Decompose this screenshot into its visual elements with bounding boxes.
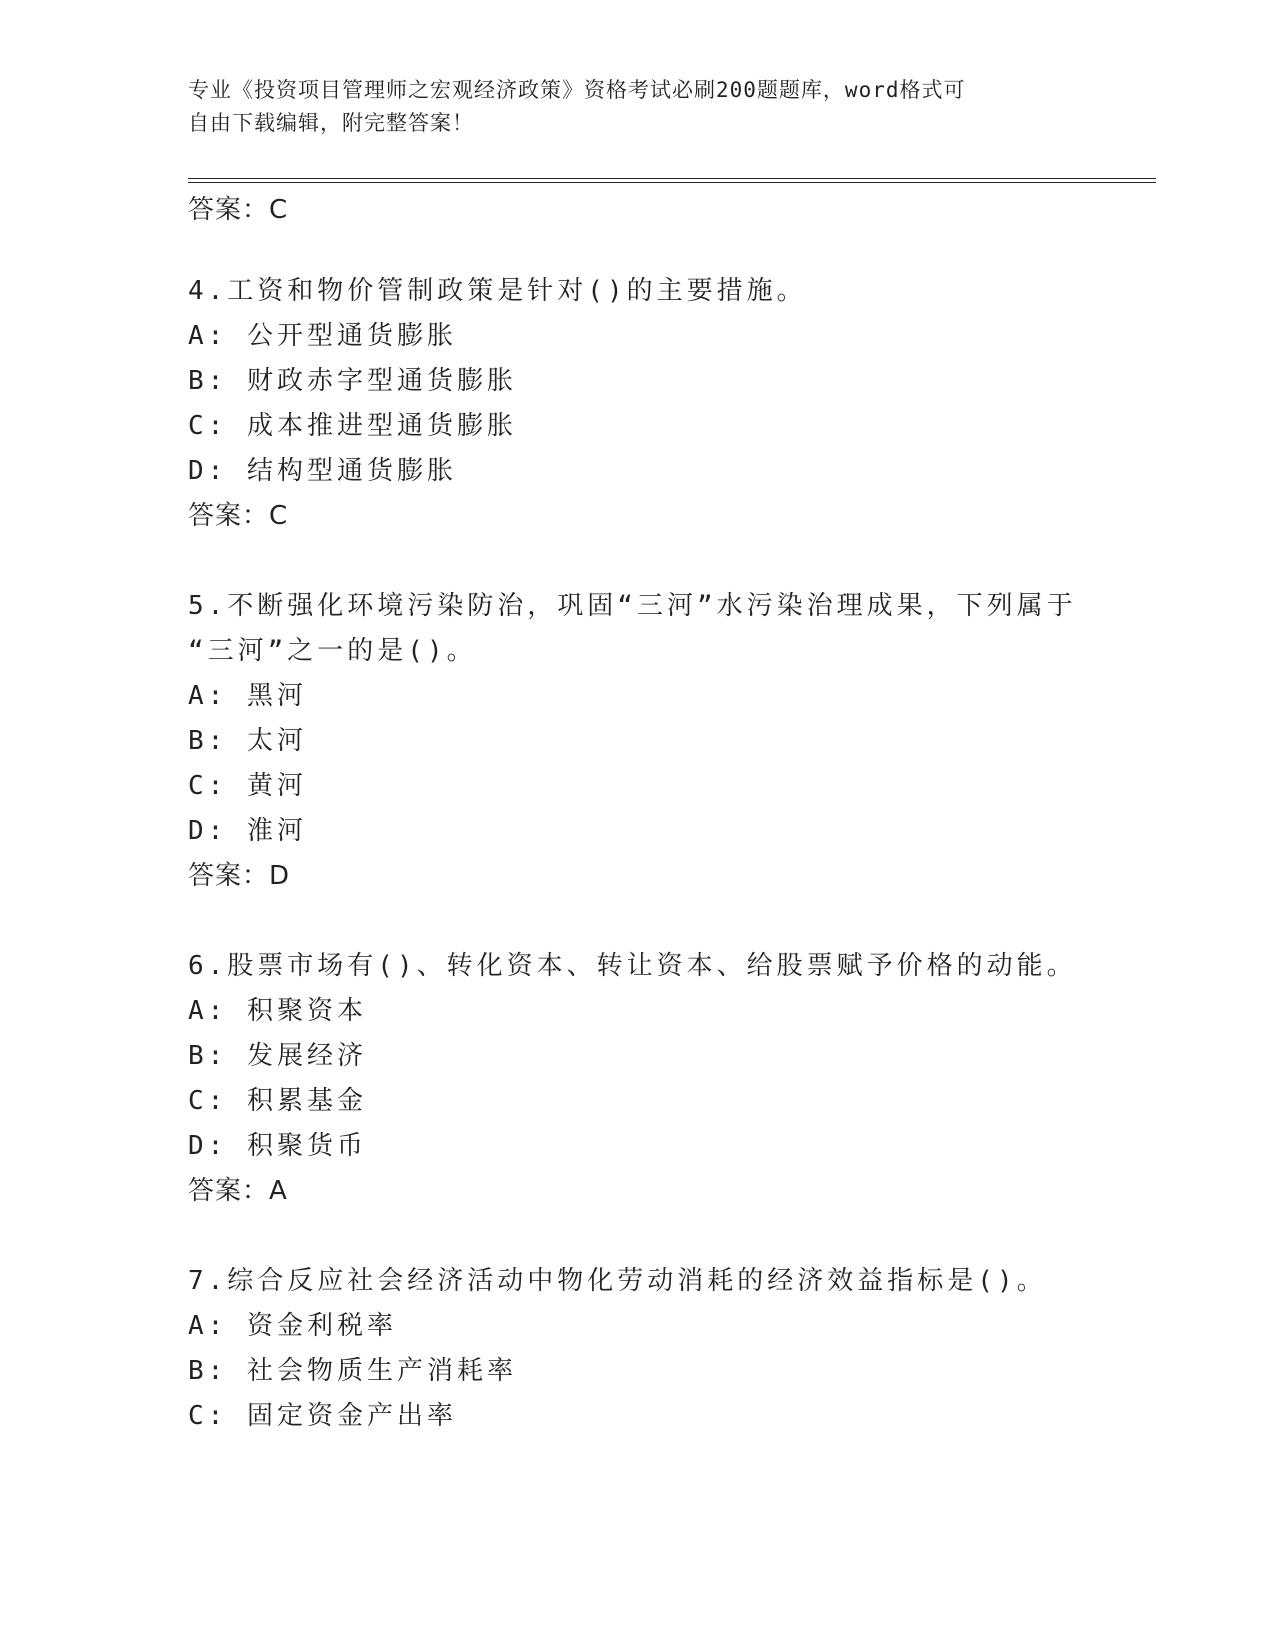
question-7-option-b: B: 社会物质生产消耗率	[188, 1356, 517, 1386]
header-line-1: 专业《投资项目管理师之宏观经济政策》资格考试必刷200题题库，word格式可	[188, 78, 966, 102]
question-4-option-c: C: 成本推进型通货膨胀	[188, 411, 517, 441]
header-divider	[188, 178, 1156, 183]
question-6-stem: 6.股票市场有()、转化资本、转让资本、给股票赋予价格的动能。	[188, 951, 1077, 981]
question-6-option-d: D: 积聚货币	[188, 1131, 367, 1161]
question-5-answer: 答案：D	[188, 861, 291, 891]
question-6-answer: 答案：A	[188, 1176, 288, 1206]
question-4-option-d: D: 结构型通货膨胀	[188, 456, 457, 486]
question-5-option-c: C: 黄河	[188, 771, 307, 801]
header-line-2: 自由下载编辑，附完整答案！	[188, 111, 474, 135]
question-4-answer: 答案：C	[188, 501, 289, 531]
question-6-option-a: A: 积聚资本	[188, 996, 367, 1026]
question-4-stem: 4.工资和物价管制政策是针对()的主要措施。	[188, 276, 807, 306]
question-5-stem-line-1: 5.不断强化环境污染防治，巩固“三河”水污染治理成果，下列属于	[188, 591, 1077, 621]
question-6-option-c: C: 积累基金	[188, 1086, 367, 1116]
question-4-option-b: B: 财政赤字型通货膨胀	[188, 366, 517, 396]
question-5-option-a: A: 黑河	[188, 681, 307, 711]
question-7-stem: 7.综合反应社会经济活动中物化劳动消耗的经济效益指标是()。	[188, 1266, 1047, 1296]
question-5-option-d: D: 淮河	[188, 816, 307, 846]
question-7-option-c: C: 固定资金产出率	[188, 1401, 457, 1431]
question-5-stem-line-2: “三河”之一的是()。	[188, 636, 477, 666]
question-7-option-a: A: 资金利税率	[188, 1311, 397, 1341]
question-6-option-b: B: 发展经济	[188, 1041, 367, 1071]
answer-prev: 答案：C	[188, 195, 289, 225]
page-header	[188, 74, 1068, 140]
question-5-option-b: B: 太河	[188, 726, 307, 756]
question-4-option-a: A: 公开型通货膨胀	[188, 321, 457, 351]
